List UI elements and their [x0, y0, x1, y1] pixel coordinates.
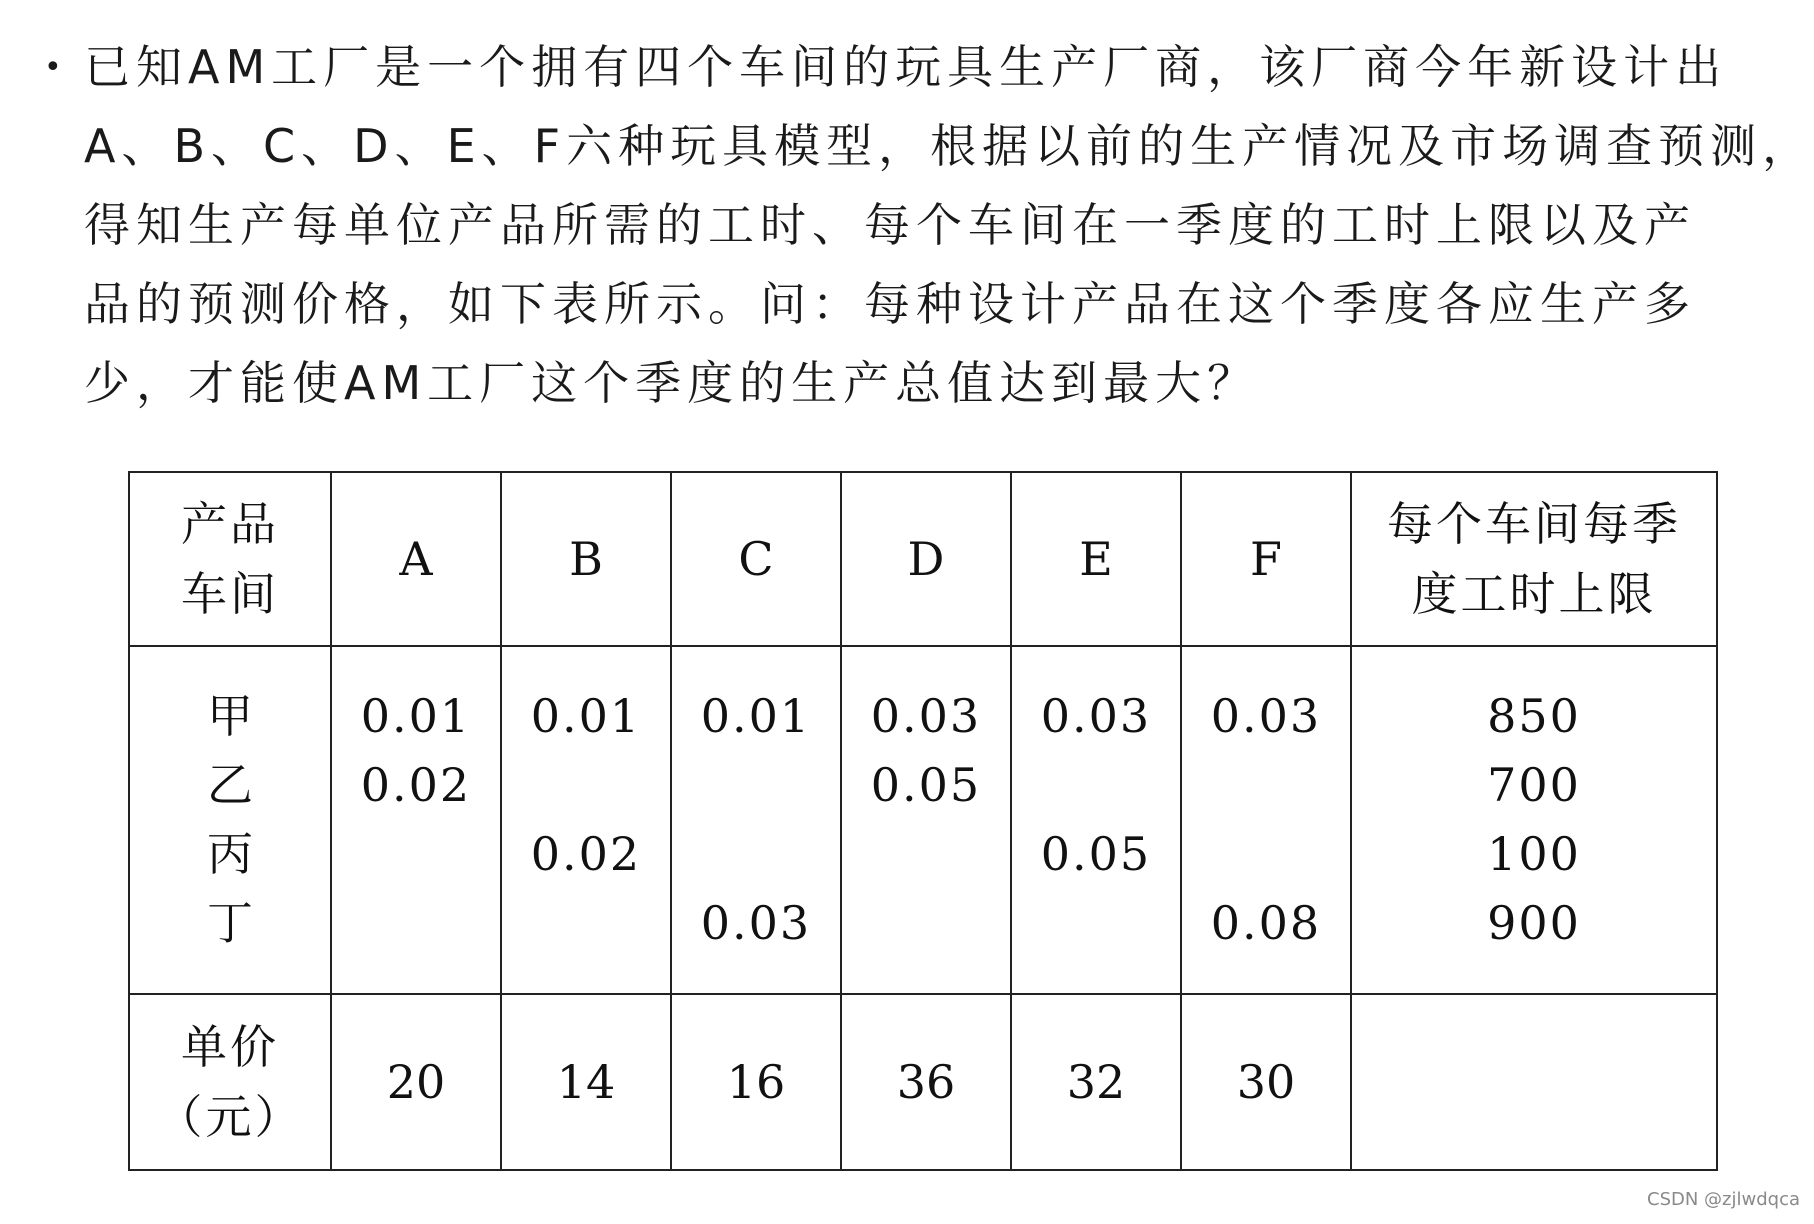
- price-c: 16: [671, 994, 841, 1170]
- problem-line: 品的预测价格，如下表所示。问：每种设计产品在这个季度各应生产多: [84, 277, 1696, 331]
- header-product-a: A: [331, 472, 501, 646]
- watermark: CSDN @zjlwdqca: [1647, 1189, 1800, 1210]
- problem-text: [84, 28, 1814, 423]
- problem-line: 已知AM工厂是一个拥有四个车间的玩具生产厂商，该厂商今年新设计出: [84, 40, 1728, 94]
- hours-cell-c: 0.01 0.03: [671, 646, 841, 994]
- problem-line: A、B、C、D、E、F六种玩具模型，根据以前的生产情况及市场调查预测，: [84, 119, 1814, 173]
- workshop-jia: 甲: [207, 689, 253, 743]
- price-label-cell: 单价 （元）: [129, 994, 331, 1170]
- hours-cell-a: 0.01 0.02: [331, 646, 501, 994]
- header-hour-limit: 每个车间每季 度工时上限: [1351, 472, 1717, 646]
- header-product-c: C: [671, 472, 841, 646]
- workshop-ding: 丁: [207, 896, 253, 950]
- table-header-row: [129, 472, 1717, 646]
- hours-cell-e: 0.03 0.05: [1011, 646, 1181, 994]
- header-product-b: B: [501, 472, 671, 646]
- problem-line: 得知生产每单位产品所需的工时、每个车间在一季度的工时上限以及产: [84, 198, 1696, 252]
- header-corner-cell: [129, 472, 331, 646]
- problem-line: 少，才能使AM工厂这个季度的生产总值达到最大？: [84, 356, 1260, 410]
- price-e: 32: [1011, 994, 1181, 1170]
- hours-cell-d: 0.03 0.05: [841, 646, 1011, 994]
- data-table-container: [128, 471, 1718, 1171]
- hours-cell-f: 0.03 0.08: [1181, 646, 1351, 994]
- price-b: 14: [501, 994, 671, 1170]
- production-table: [128, 471, 1718, 1171]
- header-product-label: 产品: [181, 497, 279, 551]
- bullet-point: •: [44, 50, 62, 85]
- hour-limits-cell: 850 700 100 900: [1351, 646, 1717, 994]
- price-limit-empty: [1351, 994, 1717, 1170]
- table-row-price: [129, 994, 1717, 1170]
- workshop-names-cell: [129, 646, 331, 994]
- header-product-d: D: [841, 472, 1011, 646]
- problem-statement: [40, 28, 1814, 423]
- price-d: 36: [841, 994, 1011, 1170]
- table-row: [129, 646, 1717, 994]
- workshop-yi: 乙: [207, 758, 253, 812]
- workshop-bing: 丙: [207, 827, 253, 881]
- price-a: 20: [331, 994, 501, 1170]
- price-f: 30: [1181, 994, 1351, 1170]
- header-product-f: F: [1181, 472, 1351, 646]
- header-workshop-label: 车间: [181, 567, 279, 621]
- header-product-e: E: [1011, 472, 1181, 646]
- hours-cell-b: 0.01 0.02: [501, 646, 671, 994]
